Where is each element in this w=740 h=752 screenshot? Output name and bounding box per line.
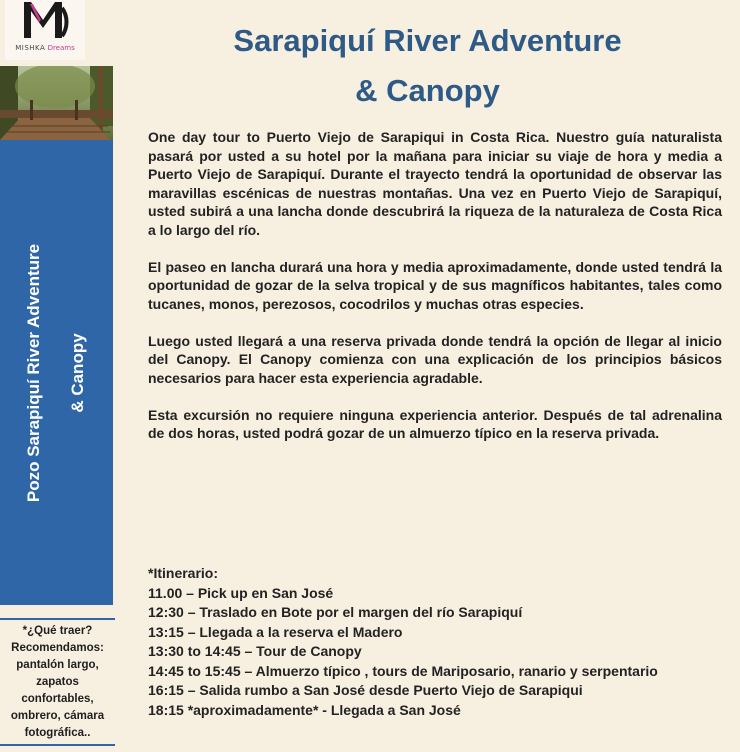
itinerary-item: 16:15 – Salida rumbo a San José desde Puerto Viejo de Sarapiqui: [148, 682, 583, 698]
notes-line: fotográfica..: [24, 727, 91, 739]
band-title: [13, 243, 101, 501]
logo-mark-icon: [19, 2, 69, 42]
tour-description: [148, 128, 722, 443]
notes-line: ombrero, cámara: [10, 710, 105, 722]
notes-divider-top: [0, 618, 115, 620]
what-to-bring-notes: [0, 623, 115, 742]
river-dock-photo: [0, 66, 113, 140]
description-paragraph: Luego usted llegará a una reserva privada donde tendrá la opción de llegar al inicio del Canopy. El Canopy comienza con una explicación de los principios básicos necesarios para hacer esta experiencia agradable.: [148, 332, 722, 386]
logo-text-brand: MISHKA: [15, 44, 46, 52]
logo-text-dreams: Dreams: [47, 44, 75, 52]
itinerary-item: 13:15 – Llegada a la reserva el Madero: [148, 623, 403, 640]
itinerary-heading: *Itinerario:: [148, 565, 219, 581]
itinerary-item: 12:30 – Traslado en Bote por el margen del río Sarapiquí: [148, 604, 523, 620]
mishka-dreams-logo: [5, 0, 85, 60]
page-title-line1: Sarapiquí River Adventure: [233, 23, 622, 58]
band-title-line1: Pozo Sarapiquí River Adventure: [24, 243, 44, 502]
title-band: [0, 140, 113, 605]
sidebar: [0, 0, 115, 752]
itinerary: [148, 564, 728, 720]
notes-line: *¿Qué traer?: [22, 625, 93, 637]
page-title: [130, 16, 725, 116]
description-paragraph: El paseo en lancha durará una hora y media aproximadamente, donde usted tendrá la oportunidad de gozar de la selva tropical y de sus magníficos habitantes, tales como tucanes, monos, perezosos, cocodrilos y muchas otras especies.: [148, 258, 722, 312]
description-paragraph: One day tour to Puerto Viejo de Sarapiqui in Costa Rica. Nuestro guía naturalista pasará por usted a su hotel por la mañana para iniciar su viaje de hora y media a Puerto Viejo de Sarapiquí. Durante el trayecto tendrá la oportunidad de observar las maravillas escénicas de nuestras montañas. Una vez en Puerto Viejo de Sarapiquí, usted subirá a una lancha donde descubrirá la riqueza de la naturaleza de Costa Rica a lo largo del río.: [148, 129, 722, 238]
notes-line: confortables,: [21, 693, 94, 705]
logo-text: [7, 44, 83, 52]
notes-divider-bottom: [0, 744, 115, 746]
itinerary-item: 18:15 *aproximadamente* - Llegada a San José: [148, 701, 461, 718]
page-title-line2: & Canopy: [355, 73, 500, 108]
itinerary-item: 14:45 to 15:45 – Almuerzo típico , tours de Mariposario, ranario y serpentario: [148, 662, 658, 679]
photo-image: [0, 66, 113, 140]
itinerary-item: 13:30 to 14:45 – Tour de Canopy: [148, 643, 362, 659]
itinerary-item: 11.00 – Pick up en San José: [148, 584, 334, 601]
band-title-line2: & Canopy: [68, 332, 88, 413]
notes-line: Recomendamos:: [11, 642, 104, 654]
description-paragraph: Esta excursión no requiere ninguna experiencia anterior. Después de tal adrenalina de dos horas, usted podrá gozar de un almuerzo típico en la reserva privada.: [148, 406, 722, 441]
notes-line: zapatos: [36, 676, 79, 688]
notes-line: pantalón largo,: [16, 659, 99, 671]
